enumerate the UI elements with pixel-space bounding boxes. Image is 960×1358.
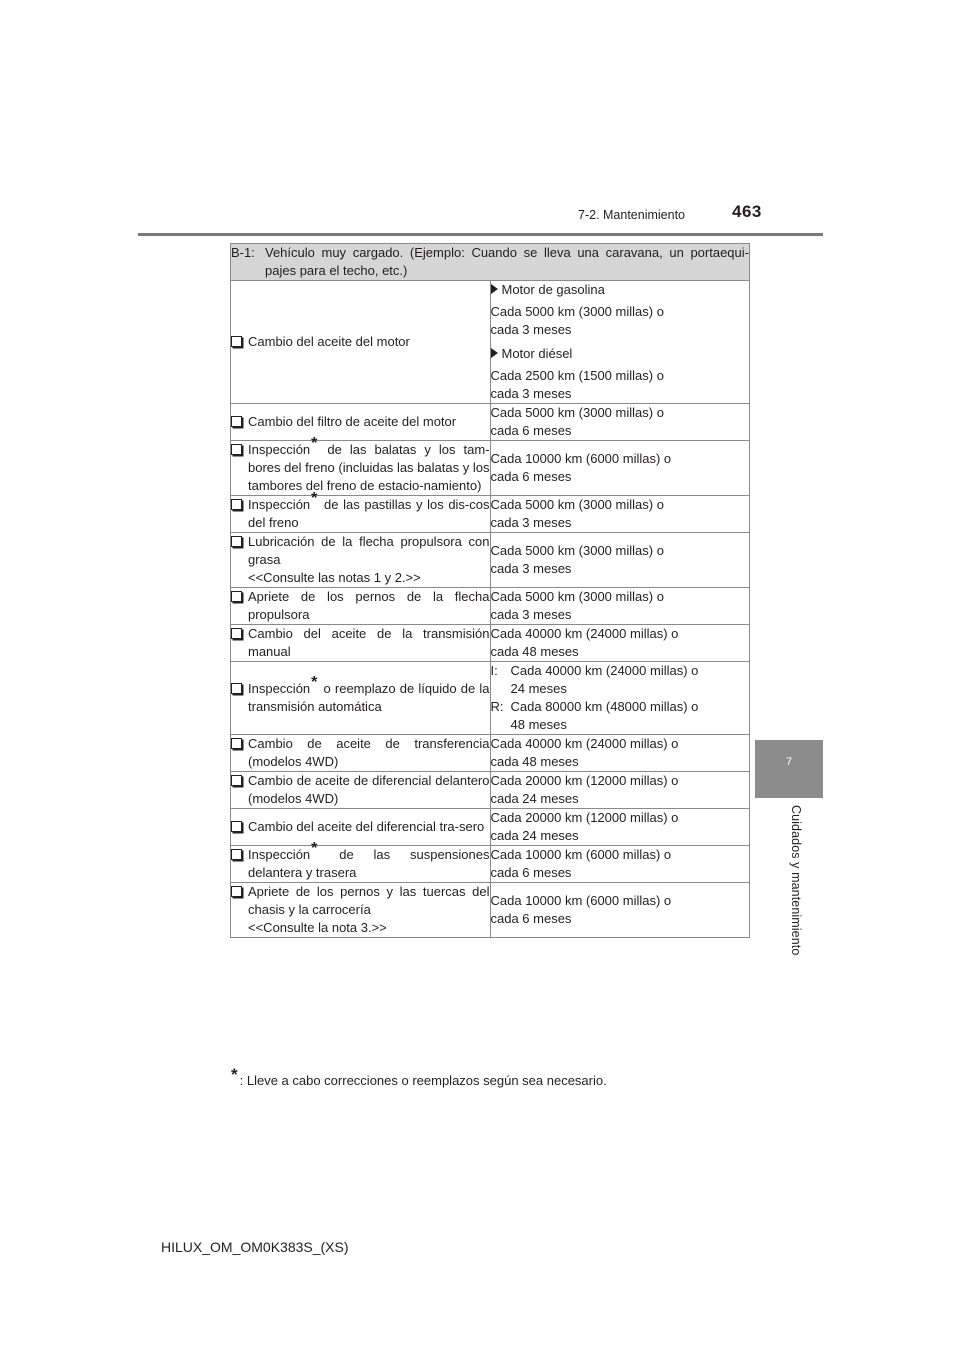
table-row xyxy=(231,404,750,441)
interval-line: Cada 2500 km (1500 millas) o xyxy=(490,368,664,383)
asterisk-mark: * xyxy=(311,490,318,507)
checkbox-icon xyxy=(231,588,248,624)
table-row xyxy=(231,735,750,772)
checkbox-icon xyxy=(231,846,248,882)
table-row xyxy=(231,281,750,404)
chapter-tab xyxy=(755,740,823,798)
interval-line: cada 24 meses xyxy=(490,791,579,806)
table-row xyxy=(231,662,750,735)
item-text: Inspección* o reemplazo de líquido de la transmisión automática xyxy=(248,674,490,714)
checkbox-icon xyxy=(231,441,248,495)
table-row xyxy=(231,846,750,883)
interval-line: Cada 5000 km (3000 millas) o xyxy=(490,589,664,604)
interval-line: cada 3 meses xyxy=(490,322,572,337)
interval-line: Cada 10000 km (6000 millas) o xyxy=(490,847,672,862)
item-cell xyxy=(231,662,491,735)
asterisk-mark: * xyxy=(311,435,318,452)
item-note: <<Consulte la nota 3.>> xyxy=(248,920,387,935)
interval-line: Cada 5000 km (3000 millas) o xyxy=(490,543,664,558)
item-text: Lubricación de la flecha propulsora con grasa <<Consulte las notas 1 y 2.>> xyxy=(248,534,490,585)
interval-line: Cada 5000 km (3000 millas) o xyxy=(490,497,664,512)
item-cell xyxy=(231,533,491,588)
interval-cell xyxy=(490,809,750,846)
table-row xyxy=(231,441,750,496)
triangle-bullet-icon xyxy=(491,348,498,358)
item-cell xyxy=(231,281,491,404)
engine-type-diesel: Motor diésel xyxy=(491,345,750,363)
table-row xyxy=(231,496,750,533)
item-cell xyxy=(231,490,491,533)
footnote xyxy=(230,1065,607,1088)
interval-cell xyxy=(490,883,750,938)
replacement-interval: R: Cada 80000 km (48000 millas) o 48 meses xyxy=(490,699,699,732)
table-row xyxy=(231,625,750,662)
checkbox-icon xyxy=(231,735,248,771)
item-cell xyxy=(231,809,491,846)
interval-line: cada 6 meses xyxy=(490,423,572,438)
section-title: 7-2. Mantenimiento xyxy=(578,208,686,222)
item-text: Apriete de los pernos y las tuercas del chasis y la carrocería <<Consulte la nota 3.>> xyxy=(248,884,490,935)
page-number: 463 xyxy=(732,202,762,221)
interval-cell xyxy=(490,533,750,588)
interval-cell xyxy=(490,772,750,809)
interval-line: cada 24 meses xyxy=(490,828,579,843)
interval-cell xyxy=(490,588,750,625)
table-row xyxy=(231,533,750,588)
item-text: Cambio del aceite del diferencial tra-sero xyxy=(248,819,485,834)
interval-line: Cada 5000 km (3000 millas) o xyxy=(490,304,664,319)
maintenance-table xyxy=(230,243,750,938)
item-text: Inspección* de las balatas y los tam-bores del freno (incluidas las balatas y los tambores del freno de estacio-namiento) xyxy=(248,435,490,493)
item-text: Inspección* de las suspensiones delantera y trasera xyxy=(248,840,490,880)
item-cell xyxy=(231,735,491,772)
checkbox-icon xyxy=(231,818,248,836)
checkbox-icon xyxy=(231,333,248,351)
table-header-row xyxy=(231,244,750,281)
item-text: Apriete de los pernos de la flecha propulsora xyxy=(248,589,490,622)
interval-line: cada 3 meses xyxy=(490,607,572,622)
footnote-text: : Lleve a cabo correcciones o reemplazos según sea necesario. xyxy=(239,1073,607,1088)
interval-line: Cada 10000 km (6000 millas) o xyxy=(490,451,672,466)
interval-line: cada 6 meses xyxy=(490,911,572,926)
checkbox-icon xyxy=(231,625,248,661)
interval-line: cada 3 meses xyxy=(490,386,572,401)
checkbox-icon xyxy=(231,772,248,808)
document-code: HILUX_OM_OM0K383S_(XS) xyxy=(161,1239,349,1255)
interval-line: Cada 40000 km (24000 millas) o xyxy=(490,626,679,641)
asterisk-mark: * xyxy=(311,840,318,857)
item-cell xyxy=(231,588,491,625)
item-note: <<Consulte las notas 1 y 2.>> xyxy=(248,570,421,585)
interval-line: cada 6 meses xyxy=(490,865,572,880)
interval-line: cada 48 meses xyxy=(490,754,579,769)
checkbox-icon xyxy=(231,413,248,431)
inspection-interval: I: Cada 40000 km (24000 millas) o 24 meses xyxy=(490,663,699,696)
item-text: Cambio del aceite de la transmisión manual xyxy=(248,626,490,659)
engine-type-gasoline: Motor de gasolina xyxy=(491,281,750,299)
table-row xyxy=(231,772,750,809)
interval-cell xyxy=(490,404,750,441)
interval-cell xyxy=(490,496,750,533)
condition-code: B-1: xyxy=(231,245,255,260)
chapter-title: Cuidados y mantenimiento xyxy=(789,805,803,956)
item-cell xyxy=(231,625,491,662)
interval-line: cada 6 meses xyxy=(490,469,572,484)
item-text: Cambio de aceite de diferencial delantero (modelos 4WD) xyxy=(248,773,490,806)
checkbox-icon xyxy=(231,533,248,587)
item-cell xyxy=(231,772,491,809)
interval-line: Cada 40000 km (24000 millas) o xyxy=(490,736,679,751)
condition-description: Vehículo muy cargado. (Ejemplo: Cuando se lleva una caravana, un portaequi-pajes para el techo, etc.) xyxy=(265,245,749,278)
checkbox-icon xyxy=(231,496,248,532)
table-row xyxy=(231,809,750,846)
interval-cell xyxy=(490,441,750,496)
interval-cell xyxy=(490,846,750,883)
triangle-bullet-icon xyxy=(491,284,498,294)
interval-cell xyxy=(490,281,750,404)
interval-cell xyxy=(490,735,750,772)
asterisk-mark: * xyxy=(231,1065,238,1084)
header-divider xyxy=(138,233,823,236)
table-row xyxy=(231,883,750,938)
item-text: Cambio del filtro de aceite del motor xyxy=(248,414,457,429)
interval-line: Cada 20000 km (12000 millas) o xyxy=(490,773,679,788)
chapter-number: 7 xyxy=(785,756,793,768)
interval-line: cada 3 meses xyxy=(490,515,572,530)
item-cell xyxy=(231,840,491,883)
checkbox-icon xyxy=(231,883,248,937)
interval-cell xyxy=(490,662,750,735)
interval-line: cada 3 meses xyxy=(490,561,572,576)
table-row xyxy=(231,588,750,625)
checkbox-icon xyxy=(231,680,248,716)
interval-line: Cada 10000 km (6000 millas) o xyxy=(490,893,672,908)
item-cell xyxy=(231,435,491,496)
item-text: Cambio de aceite de transferencia (modelos 4WD) xyxy=(248,736,490,769)
item-cell xyxy=(231,883,491,938)
interval-line: Cada 20000 km (12000 millas) o xyxy=(490,810,679,825)
interval-line: cada 48 meses xyxy=(490,644,579,659)
table-header-cell xyxy=(231,244,750,281)
asterisk-mark: * xyxy=(311,674,318,691)
item-cell xyxy=(231,404,491,441)
interval-line: Cada 5000 km (3000 millas) o xyxy=(490,405,664,420)
item-text: Cambio del aceite del motor xyxy=(248,334,410,349)
interval-cell xyxy=(490,625,750,662)
item-text: Inspección* de las pastillas y los dis-cos del freno xyxy=(248,490,490,530)
